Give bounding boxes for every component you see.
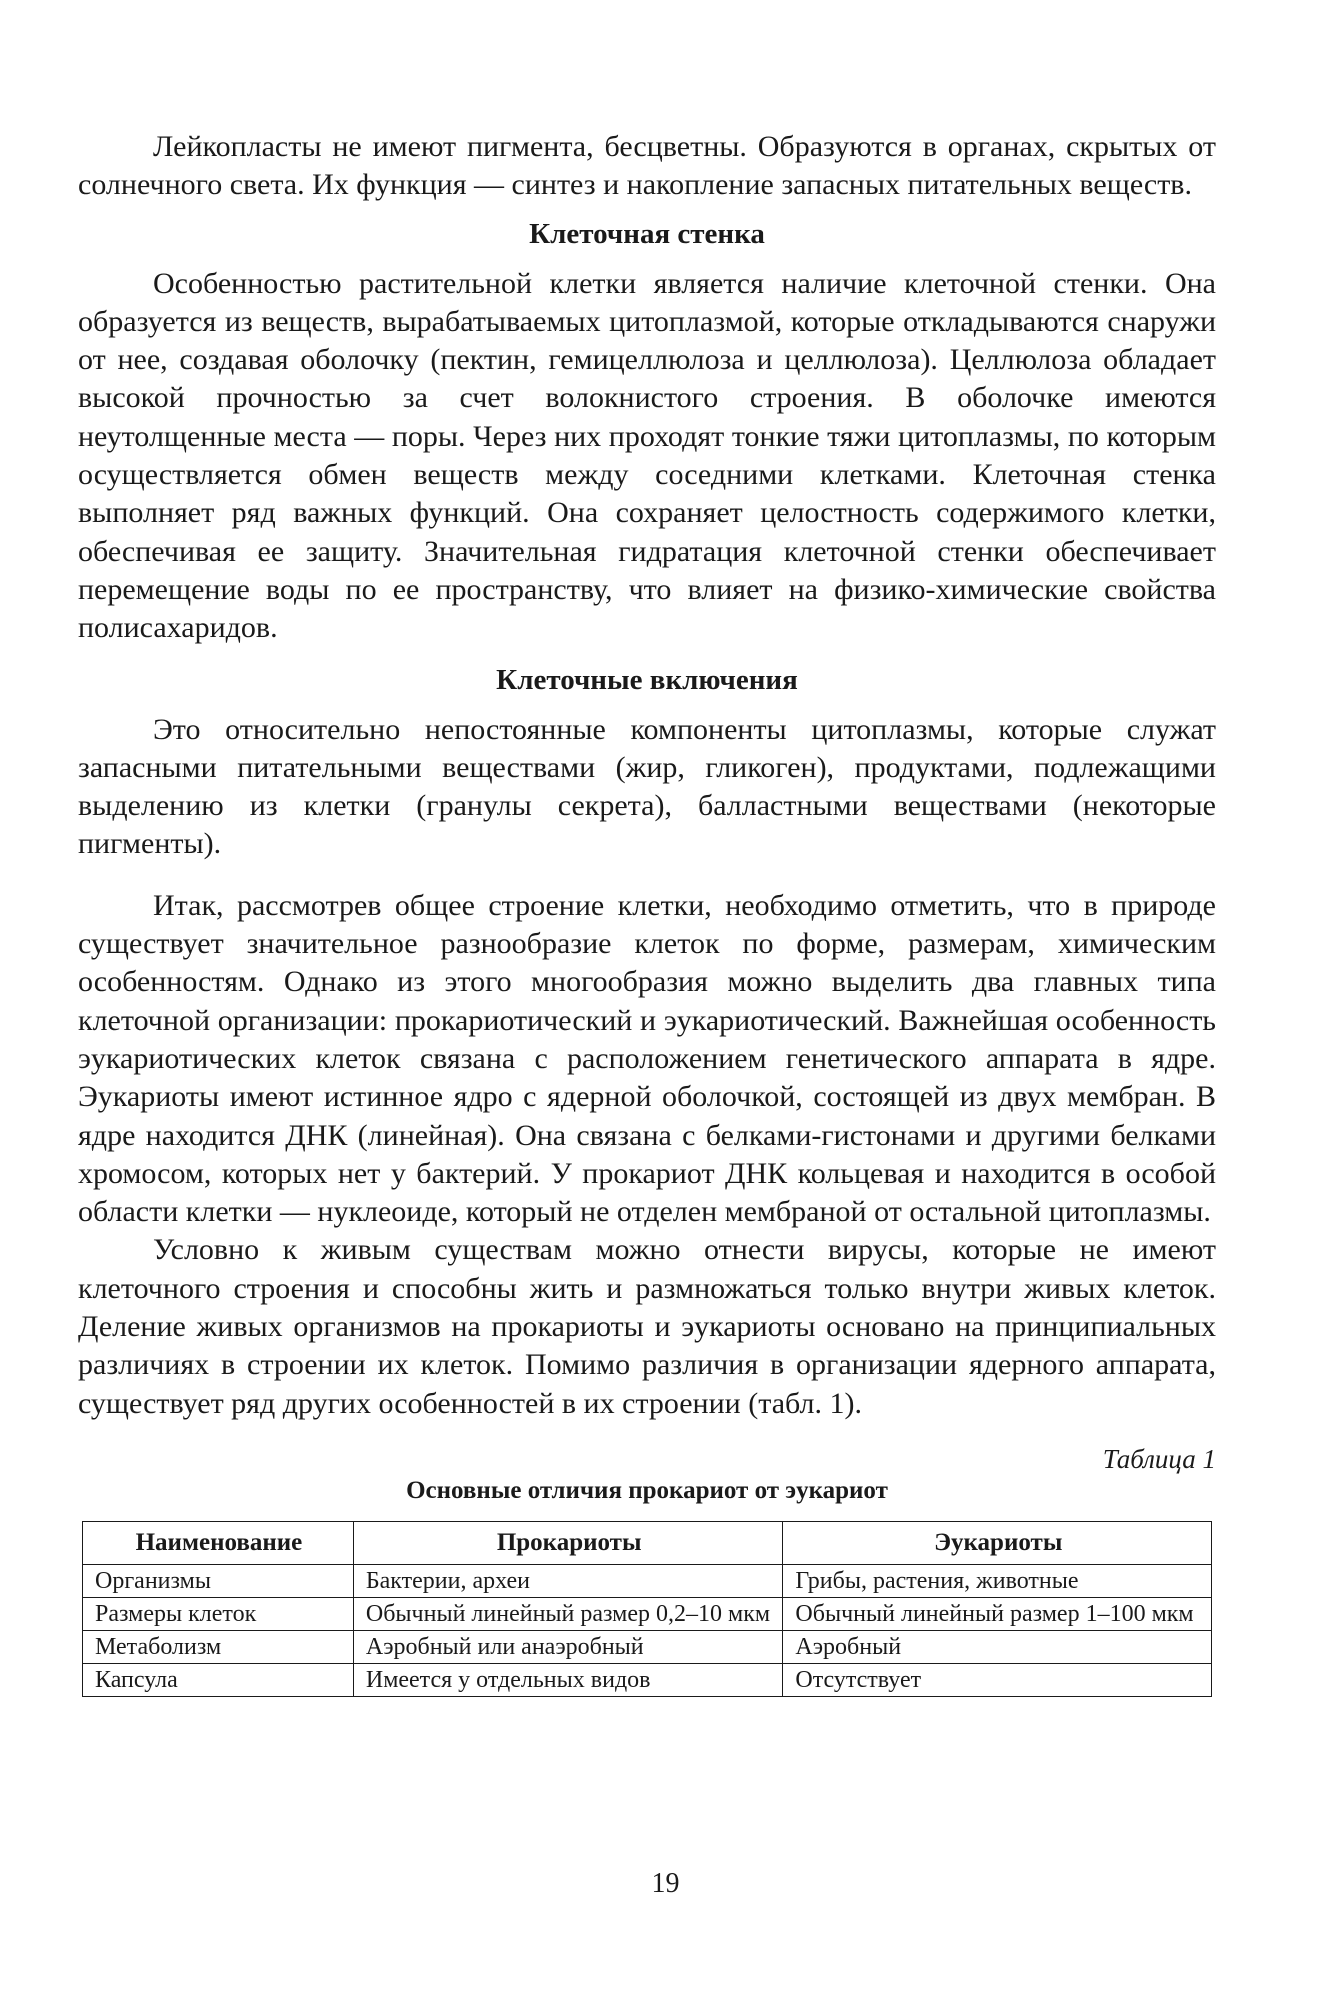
paragraph-viruses: Условно к живым существам можно отнести вирусы, которые не имеют клеточного строения и способны жить и размножаться только внутри живых клеток. Деление живых организмов на прокариоты и эукариоты основано на принципиальных различиях в строении их клеток. Помимо различия в организации ядерного аппарата, существует ряд других особенностей в их строении (табл. 1).: [78, 1233, 1216, 1420]
table-title: Основные отличия прокариот от эукариот: [406, 1476, 888, 1504]
table-row: [83, 1663, 1212, 1696]
table-row: [83, 1630, 1212, 1663]
table-header-cell: Наименование: [83, 1521, 354, 1564]
table-cell: Размеры клеток: [83, 1597, 354, 1630]
paragraph-leucoplasts: Лейкопласты не имеют пигмента, бесцветны. Образуются в органах, скрытых от солнечного света. Их функция — синтез и накопление запасных питательных веществ.: [78, 130, 1216, 202]
table-header-cell: Эукариоты: [783, 1521, 1212, 1564]
paragraph-cell-wall: Особенностью растительной клетки является наличие клеточной стенки. Она образуется из веществ, вырабатываемых цитоплазмой, которые откладываются снаружи от нее, создавая оболочку (пектин, гемицеллюлоза и целлюлоза). Целлюлоза обладает высокой прочностью за счет волокнистого строения. В оболочке имеются неутолщенные места — поры. Через них проходят тонкие тяжи цитоплазмы, по которым осуществляется обмен веществ между соседними клетками. Клеточная стенка выполняет ряд важных функций. Она сохраняет целостность содержимого клетки, обеспечивая ее защиту. Значительная гидратация клеточной стенки обеспечивает перемещение воды по ее пространству, что влияет на физико-химические свойства полисахаридов.: [78, 266, 1216, 645]
table-cell: Имеется у отдельных видов: [353, 1663, 783, 1696]
table-cell: Обычный линейный размер 0,2–10 мкм: [353, 1597, 783, 1630]
table-cell: Аэробный или анаэробный: [353, 1630, 783, 1663]
paragraph-summary: Итак, рассмотрев общее строение клетки, необходимо отметить, что в природе существует значительное разнообразие клеток по форме, размерам, химическим особенностям. Однако из этого многообразия можно выделить два главных типа клеточной организации: прокариотический и эукариотический. Важнейшая особенность эукариотических клеток связана с расположением генетического аппарата в ядре. Эукариоты имеют истинное ядро с ядерной оболочкой, состоящей из двух мембран. В ядре находится ДНК (линейная). Она связана с белками-гистонами и другими белками хромосом, которых нет у бактерий. У прокариот ДНК кольцевая и находится в особой области клетки — нуклеоиде, который не отделен мембраной от остальной цитоплазмы.: [78, 888, 1216, 1229]
table-row: [83, 1564, 1212, 1597]
table-cell: Грибы, растения, животные: [783, 1564, 1212, 1597]
table-cell: Обычный линейный размер 1–100 мкм: [783, 1597, 1212, 1630]
table-header-cell: Прокариоты: [353, 1521, 783, 1564]
heading-cell-wall: Клеточная стенка: [529, 217, 765, 250]
heading-cell-inclusions: Клеточные включения: [496, 663, 798, 696]
table-cell: Аэробный: [783, 1630, 1212, 1663]
page-number: 19: [651, 1868, 680, 1899]
paragraph-cell-inclusions: Это относительно непостоянные компоненты цитоплазмы, которые служат запасными питательными веществами (жир, гликоген), продуктами, подлежащими выделению из клетки (гранулы секрета), балластными веществами (некоторые пигменты).: [78, 712, 1216, 861]
table-cell: Отсутствует: [783, 1663, 1212, 1696]
table-caption: Таблица 1: [1102, 1443, 1216, 1474]
comparison-table: [82, 1521, 1212, 1697]
table-cell: Капсула: [83, 1663, 354, 1696]
table-header-row: [83, 1521, 1212, 1564]
table-row: [83, 1597, 1212, 1630]
table-cell: Организмы: [83, 1564, 354, 1597]
table-cell: Метаболизм: [83, 1630, 354, 1663]
document-page: [78, 128, 1216, 1697]
table-cell: Бактерии, археи: [353, 1564, 783, 1597]
